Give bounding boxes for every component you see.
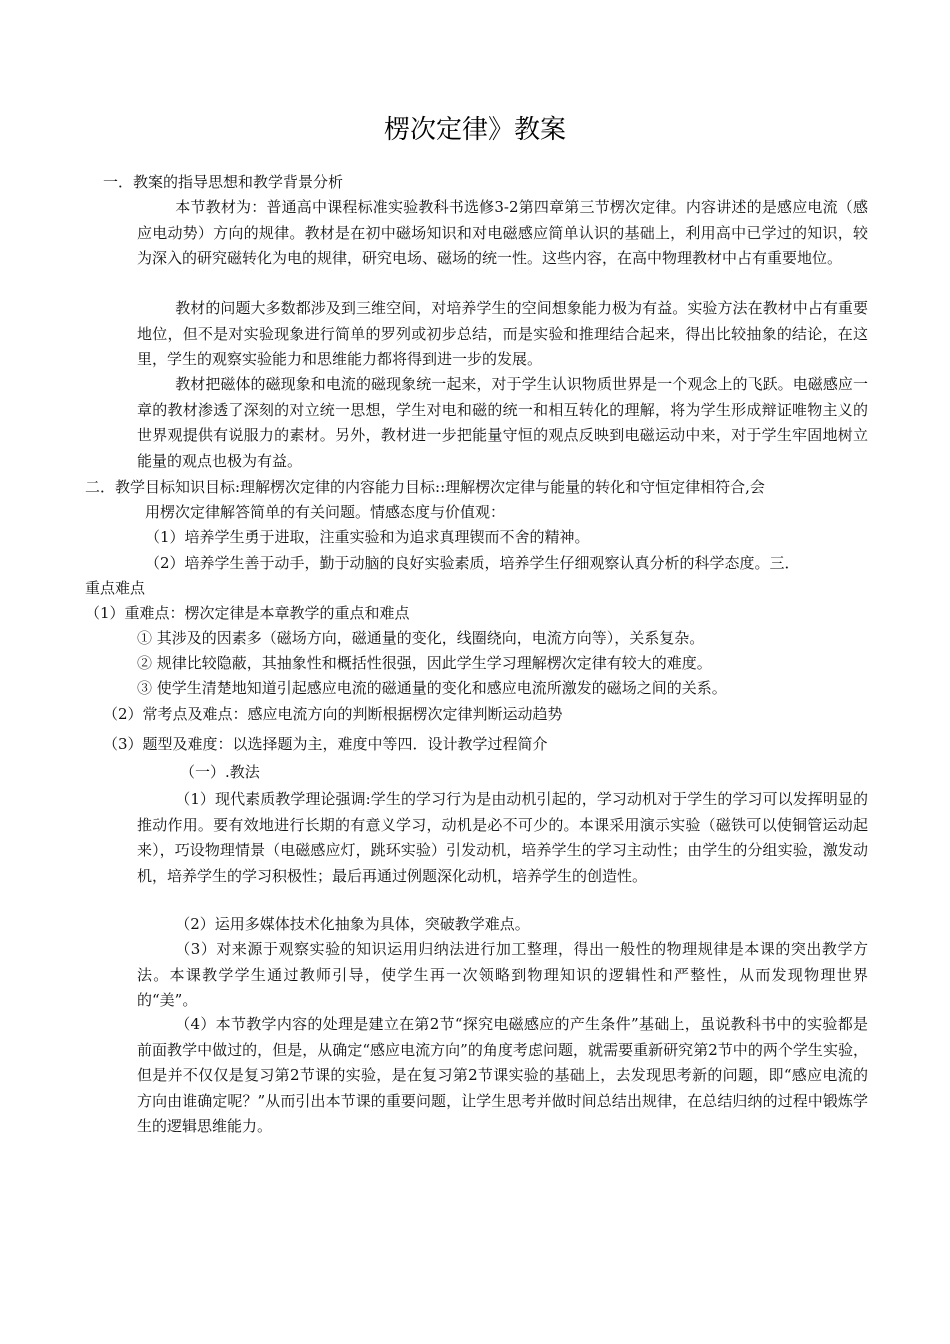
section-4-subheading: （一）.教法 — [180, 763, 260, 781]
section-2-line-1: 二．教学目标知识目标:理解楞次定律的内容能力目标::理解楞次定律与能量的转化和守恒定律相符合,会 — [85, 478, 765, 496]
section-3-heading: 重点难点 — [85, 579, 146, 597]
document-title: 楞次定律》教案 — [383, 115, 566, 145]
section-3-item-3: （3）题型及难度：以选择题为主，难度中等四．设计教学过程简介 — [103, 735, 548, 753]
section-2-item-1: （1）培养学生勇于进取，注重实验和为追求真理锲而不舍的精神。 — [145, 528, 590, 546]
section-3-item-2: （2）常考点及难点：感应电流方向的判断根据楞次定律判断运动趋势 — [103, 705, 563, 723]
section-3-item-1: （1）重难点：楞次定律是本章教学的重点和难点 — [85, 604, 410, 622]
section-2-item-2: （2）培养学生善于动手，勤于动脑的良好实验素质，培养学生仔细观察认真分析的科学态度。三． — [145, 554, 800, 572]
section-3-subitem-2: ② 规律比较隐蔽，其抽象性和概括性很强，因此学生学习理解楞次定律有较大的难度。 — [137, 654, 712, 672]
section-1-paragraph-2: 教材的问题大多数都涉及到三维空间，对培养学生的空间想象能力极为有益。实验方法在教材中占有重要地位，但不是对实验现象进行简单的罗列或初步总结，而是实验和推理结合起来，得出比较抽象的结论，在这里，学生的观察实验能力和思维能力都将得到进一步的发展。 — [137, 299, 868, 368]
section-4-paragraph-2: （2）运用多媒体技术化抽象为具体，突破教学难点。 — [175, 915, 530, 933]
section-4-paragraph-1: （1）现代素质教学理论强调:学生的学习行为是由动机引起的，学习动机对于学生的学习可以发挥明显的推动作用。要有效地进行长期的有意义学习，动机是必不可少的。本课采用演示实验（磁铁可以使铜管运动起来），巧设物理情景（电磁感应灯，跳环实验）引发动机，培养学生的学习主动性；由学生的分组实验，激发动机，培养学生的学习积极性；最后再通过例题深化动机，培养学生的创造性。 — [137, 790, 868, 885]
section-2-line-2: 用楞次定律解答简单的有关问题。情感态度与价值观： — [145, 503, 506, 521]
section-4-paragraph-3: （3）对来源于观察实验的知识运用归纳法进行加工整理，得出一般性的物理规律是本课的突出教学方法。本课教学学生通过教师引导，使学生再一次领略到物理知识的逻辑性和严整性，从而发现物理世界的“美”。 — [137, 940, 868, 1009]
section-3-subitem-1: ① 其涉及的因素多（磁场方向，磁通量的变化，线圈绕向，电流方向等），关系复杂。 — [137, 629, 705, 647]
section-4-paragraph-4: （4）本节教学内容的处理是建立在第2节“探究电磁感应的产生条件”基础上，虽说教科书中的实验都是前面教学中做过的，但是，从确定“感应电流方向”的角度考虑问题，就需要重新研究第2节中的两个学生实验，但是并不仅仅是复习第2节课的实验，是在复习第2节课实验的基础上，去发现思考新的问题，即“感应电流的方向由谁确定呢？”从而引出本节课的重要问题，让学生思考并做时间总结出规律，在总结归纳的过程中锻炼学生的逻辑思维能力。 — [137, 1015, 868, 1135]
section-1-paragraph-1: 本节教材为：普通高中课程标准实验教科书选修3-2第四章第三节楞次定律。内容讲述的是感应电流（感应电动势）方向的规律。教材是在初中磁场知识和对电磁感应简单认识的基础上，利用高中已学过的知识，较为深入的研究磁转化为电的规律，研究电场、磁场的统一性。这些内容，在高中物理教材中占有重要地位。 — [137, 198, 868, 267]
section-3-subitem-3: ③ 使学生清楚地知道引起感应电流的磁通量的变化和感应电流所激发的磁场之间的关系。 — [137, 679, 727, 697]
section-1-heading: 一．教案的指导思想和教学背景分析 — [103, 173, 344, 191]
section-1-paragraph-3: 教材把磁体的磁现象和电流的磁现象统一起来，对于学生认识物质世界是一个观念上的飞跃。电磁感应一章的教材渗透了深刻的对立统一思想，学生对电和磁的统一和相互转化的理解，将为学生形成辩证唯物主义的世界观提供有说服力的素材。另外，教材进一步把能量守恒的观点反映到电磁运动中来，对于学生牢固地树立能量的观点也极为有益。 — [137, 375, 868, 470]
